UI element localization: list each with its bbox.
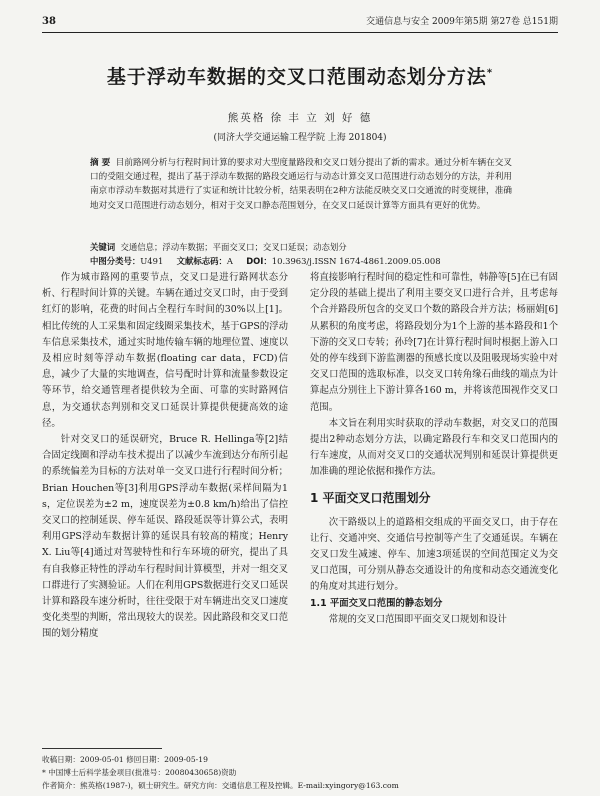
paper-title	[0, 62, 600, 89]
abstract-label: 摘 要	[90, 158, 111, 168]
clc-value: U491	[140, 256, 164, 266]
left-column	[42, 270, 288, 643]
title-footnote-mark: *	[486, 67, 494, 79]
intro-paragraph-3: 将直接影响行程时间的稳定性和可靠性，韩静等[5]在已有固定分段的基础上提出了利用主要交叉口进行合并，且考虑每个合并路段所包含的交叉口个数的路段合并方法；杨丽娟[6]从累积的角度考虑，将路段划分为1个上游的基本路段和1个下游的交叉口专转；孙玲[7]在计算行程时间时根据上游入口处的停车线到下游监测器的预感长度以及阻吸现场实验中对交叉口范围的选取标准，以交叉口转角缘石曲线的端点为计算起点分别往上下游计算各160 m，并将该范围视作交叉口范围。	[310, 272, 558, 413]
abstract-text: 目前路网分析与行程时间计算的要求对大型度量路段和交叉口划分提出了新的需求。通过分析车辆在交叉口的受阻交通过程，提出了基于浮动车数据的路段交通运行与动态计算交叉口范围进行动态划分的方法，并利用南京市浮动车数据对其进行了实证和统计比较分析，结果表明在2种方法能反映交叉口交通流的时变规律，准确地对交叉口范围进行动态划分，相对于交叉口静态范围划分，在交叉口延误计算等方面具有更好的优势。	[90, 158, 512, 211]
author-bio: 作者简介：熊英格(1987-)，硕士研究生。研究方向：交通信息工程及控辑。E-mail:xyingory@163.com	[42, 781, 399, 790]
section-1-1-paragraph: 常规的交叉口范围即平面交叉口规划和设计	[328, 613, 507, 625]
right-column	[310, 270, 558, 628]
section-1-heading: 1 平面交叉口范围划分	[310, 490, 431, 505]
keywords	[90, 241, 512, 253]
keywords-text: 交通信息；浮动车数据；平面交叉口；交叉口延误；动态划分	[120, 242, 347, 252]
classification-line	[90, 255, 512, 267]
doc-code-value: A	[226, 256, 233, 266]
page-number: 38	[42, 16, 56, 27]
intro-paragraph-4: 本文旨在利用实时获取的浮动车数据，对交叉口的范围提出2种动态划分方法，以确定路段行车和交叉口范围内的行车速度，从而对交叉口的交通状况判别和延误计算提供更加准确的理论依据和操作方法。	[310, 417, 558, 478]
title-text: 基于浮动车数据的交叉口范围动态划分方法	[106, 66, 487, 88]
abstract	[90, 156, 512, 213]
authors: 熊英格 徐 丰 立 刘 好 德	[227, 112, 373, 124]
clc-label: 中图分类号：	[90, 256, 141, 266]
footnotes	[42, 748, 558, 792]
doc-code-label: 文献标志码：	[176, 256, 227, 266]
running-header	[42, 14, 558, 33]
affiliation: (同济大学交通运输工程学院 上海 201804)	[213, 133, 387, 143]
fund-note: * 中国博士后科学基金项目(批准号：20080430658)资助	[42, 768, 237, 777]
keywords-label: 关键词	[90, 242, 116, 252]
section-1-paragraph: 次干路级以上的道路相交组成的平面交叉口，由于存在让行、交通冲突、交通信号控制等产生了交通延误。车辆在交叉口发生减速、停车、加速3项延误的空间范围定义为交叉口范围，可分别从静态交通设计的角度和动态交通流变化的角度对其进行划分。	[310, 516, 558, 593]
intro-paragraph-1: 作为城市路网的重要节点，交叉口是进行路网状态分析、行程时间计算的关键。车辆在通过交叉口时，由于受到红灯的影响，花费的时间占全程行车时间的30%以上[1]。相比传统的人工采集和固定线圈采集技术，基于GPS的浮动车信息采集技术，通过实时地传输车辆的地理位置、速度以及相应时刻等浮动车数据(floating car data，FCD)信息，减少了大量的实地调查，信号配时计算和流量参数设定等环节，给交通管理者提供较为全面、可靠的实时路网信息，为交通状态判别和交叉口延误计算提供便捷高效的途径。	[42, 272, 288, 429]
intro-paragraph-2: 针对交叉口的延误研究，Bruce R. Hellinga等[2]结合固定线圈和浮动车技术提出了以减少车流到达分布所引起的系统偏差为目标的方法对单一交叉口进行行程时间分析；Brian Houchen等[3]利用GPS浮动车数据(采样间隔为1 s，定位误差为±2 m，速度误差为±0.8 km/h)给出了信控交叉口的控制延误、停车延误、路段延误等计算公式，表明利用GPS浮动车数据计算的延误具有较高的精度；Henry X. Liu等[4]通过对驾驶特性和行车环境的研究，提出了具有自我修正特性的浮动车行程时间计算模型，并对一组交叉口群进行了实测验证。人们在利用GPS数据进行交叉口延误计算和路段车速分析时，往往受限于对车辆进出交叉口速度变化类型的判断，常出现较大的误差。因此路段和交叉口范围的划分精度	[42, 434, 288, 640]
received-date: 收稿日期：2009-05-01 修回日期：2009-05-19	[42, 755, 208, 764]
journal-info: 交通信息与安全 2009年第5期 第27卷 总151期	[366, 17, 558, 27]
footnote-rule	[42, 748, 162, 749]
doi-value: 10.3963/j.ISSN 1674-4861.2009.05.008	[271, 256, 441, 266]
doi-label: DOI：	[246, 256, 272, 266]
section-1-1-heading: 1.1 平面交叉口范围的静态划分	[310, 597, 443, 609]
